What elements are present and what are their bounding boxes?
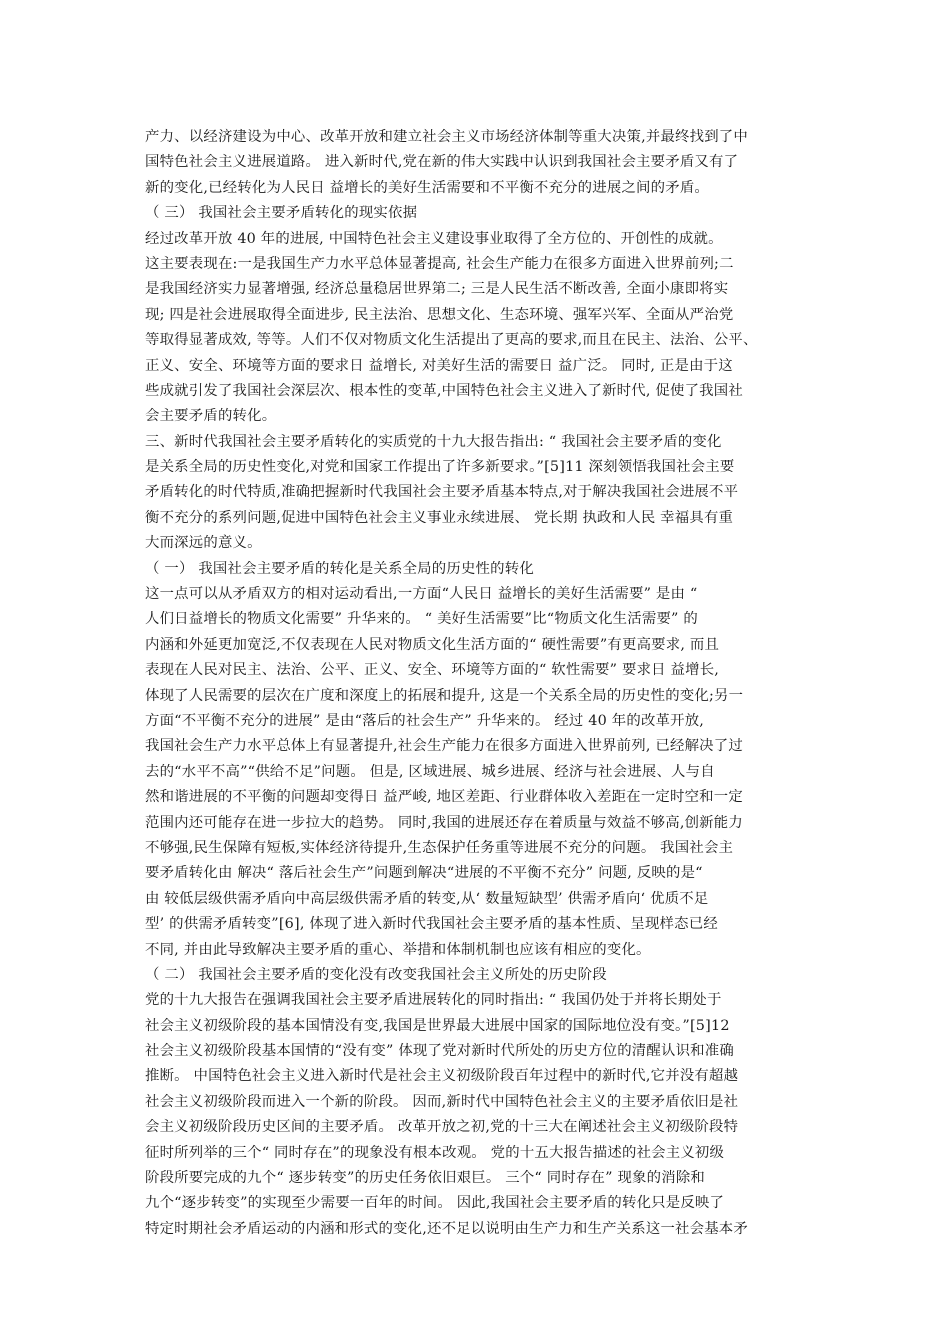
- text-line: 社会主义初级阶段基本国情的“没有变” 体现了党对新时代所处的历史方位的清醒认识和准确: [145, 1043, 734, 1060]
- text-line: 衡不充分的系列问题,促进中国特色社会主义事业永续进展、 党长期 执政和人民 幸福具有重: [145, 509, 734, 526]
- text-line: 社会主义初级阶段的基本国情没有变,我国是世界最大进展中国家的国际地位没有变。”[5]12: [145, 1017, 730, 1034]
- text-line: 征时所列举的三个“ 同时存在”的现象没有根本改观。 党的十五大报告描述的社会主义初级: [145, 1144, 725, 1161]
- text-line: 是关系全局的历史性变化,对党和国家工作提出了许多新要求。”[5]11 深刻领悟我国社会主要: [145, 459, 735, 476]
- text-line: 推断。 中国特色社会主义进入新时代是社会主义初级阶段百年过程中的新时代,它并没有超越: [145, 1068, 739, 1085]
- text-line: 等取得显著成效, 等等。人们不仅对物质文化生活提出了更高的要求,而且在民主、法治、公平、: [145, 332, 758, 349]
- text-line: 些成就引发了我国社会深层次、根本性的变革,中国特色社会主义进入了新时代, 促使了我国社: [145, 382, 743, 399]
- text-line: 三、新时代我国社会主要矛盾转化的实质党的十九大报告指出: “ 我国社会主要矛盾的变化: [145, 433, 722, 450]
- text-line: 九个“逐步转变”的实现至少需要一百年的时间。 因此,我国社会主要矛盾的转化只是反映了: [145, 1195, 725, 1212]
- text-line: 由 较低层级供需矛盾向中高层级供需矛盾的转变,从‘ 数量短缺型’ 供需矛盾向‘ 优质不足: [145, 890, 709, 907]
- text-line: 会主要矛盾的转化。: [145, 408, 277, 425]
- text-line: （ 三） 我国社会主要矛盾转化的现实依据: [145, 205, 418, 222]
- text-line: 范围内还可能存在进一步拉大的趋势。 同时,我国的进展还存在着质量与效益不够高,创新能力: [145, 814, 743, 831]
- text-line: 新的变化,已经转化为人民日 益增长的美好生活需要和不平衡不充分的进展之间的矛盾。: [145, 179, 709, 196]
- document-body: [145, 125, 807, 1242]
- text-line: 经过改革开放 40 年的进展, 中国特色社会主义建设事业取得了全方位的、开创性的成就。: [145, 230, 723, 247]
- text-line: 人们日益增长的物质文化需要” 升华来的。 “ 美好生活需要”比“物质文化生活需要” 的: [145, 611, 698, 628]
- text-line: 产力、以经济建设为中心、改革开放和建立社会主义市场经济体制等重大决策,并最终找到了中: [145, 129, 748, 145]
- text-line: 特定时期社会矛盾运动的内涵和形式的变化,还不足以说明由生产力和生产关系这一社会基本矛: [145, 1220, 748, 1237]
- text-line: 大而深远的意义。: [145, 535, 262, 552]
- text-line: （ 一） 我国社会主要矛盾的转化是关系全局的历史性的转化: [145, 560, 534, 577]
- text-line: 正义、安全、环境等方面的要求日 益增长, 对美好生活的需要日 益广泛。 同时, 正是由于这: [145, 357, 733, 374]
- text-line: 矛盾转化的时代特质,准确把握新时代我国社会主要矛盾基本特点,对于解决我国社会进展不平: [145, 484, 739, 501]
- text-line: （ 二） 我国社会主要矛盾的变化没有改变我国社会主义所处的历史阶段: [145, 966, 607, 983]
- text-line: 然和谐进展的不平衡的问题却变得日 益严峻, 地区差距、行业群体收入差距在一定时空和一定: [145, 789, 743, 806]
- text-line: 方面“不平衡不充分的进展” 是由“落后的社会生产” 升华来的。 经过 40 年的改革开放,: [145, 712, 705, 729]
- text-line: 社会主义初级阶段而进入一个新的阶段。 因而,新时代中国特色社会主义的主要矛盾依旧是社: [145, 1093, 739, 1110]
- text-line: 体现了人民需要的层次在广度和深度上的拓展和提升, 这是一个关系全局的历史性的变化;另一: [145, 687, 744, 704]
- text-line: 不够强,民生保障有短板,实体经济待提升,生态保护任务重等进展不充分的问题。 我国社会主: [145, 839, 734, 856]
- text-line: 我国社会生产力水平总体上有显著提升,社会生产能力在很多方面进入世界前列, 已经解决了过: [145, 738, 743, 755]
- text-line: 阶段所要完成的九个“ 逐步转变”的历史任务依旧艰巨。 三个“ 同时存在” 现象的消除和: [145, 1170, 705, 1187]
- text-line: 国特色社会主义进展道路。 进入新时代,党在新的伟大实践中认识到我国社会主要矛盾又有了: [145, 154, 739, 171]
- text-line: 不同, 并由此导致解决主要矛盾的重心、举措和体制机制也应该有相应的变化。: [145, 941, 651, 958]
- text-line: 型’ 的供需矛盾转变”[6], 体现了进入新时代我国社会主要矛盾的基本性质、呈现样态已经: [145, 916, 718, 933]
- text-line: 党的十九大报告在强调我国社会主要矛盾进展转化的同时指出: “ 我国仍处于并将长期处于: [145, 992, 722, 1009]
- text-line: 去的“水平不高”“供给不足”问题。 但是, 区域进展、城乡进展、经济与社会进展、人与自: [145, 763, 715, 780]
- text-line: 要矛盾转化由 解决“ 落后社会生产”问题到解决“进展的不平衡不充分” 问题, 反映的是“: [145, 865, 703, 882]
- text-line: 这一点可以从矛盾双方的相对运动看出,一方面“人民日 益增长的美好生活需要” 是由 “: [145, 586, 698, 603]
- text-line: 是我国经济实力显著增强, 经济总量稳居世界第二; 三是人民生活不断改善, 全面小康即将实: [145, 281, 729, 298]
- text-line: 会主义初级阶段历史区间的主要矛盾。 改革开放之初,党的十三大在阐述社会主义初级阶段特: [145, 1119, 739, 1136]
- text-line: 现; 四是社会进展取得全面进步, 民主法治、思想文化、生态环境、强军兴军、全面从严治党: [145, 306, 734, 323]
- text-line: 内涵和外延更加宽泛,不仅表现在人民对物质文化生活方面的“ 硬性需要”有更高要求, 而且: [145, 636, 720, 653]
- text-line: 这主要表现在:一是我国生产力水平总体显著提高, 社会生产能力在很多方面进入世界前列;二: [145, 255, 734, 272]
- text-line: 表现在人民对民主、法治、公平、正义、安全、环境等方面的“ 软性需要” 要求日 益增长,: [145, 662, 720, 679]
